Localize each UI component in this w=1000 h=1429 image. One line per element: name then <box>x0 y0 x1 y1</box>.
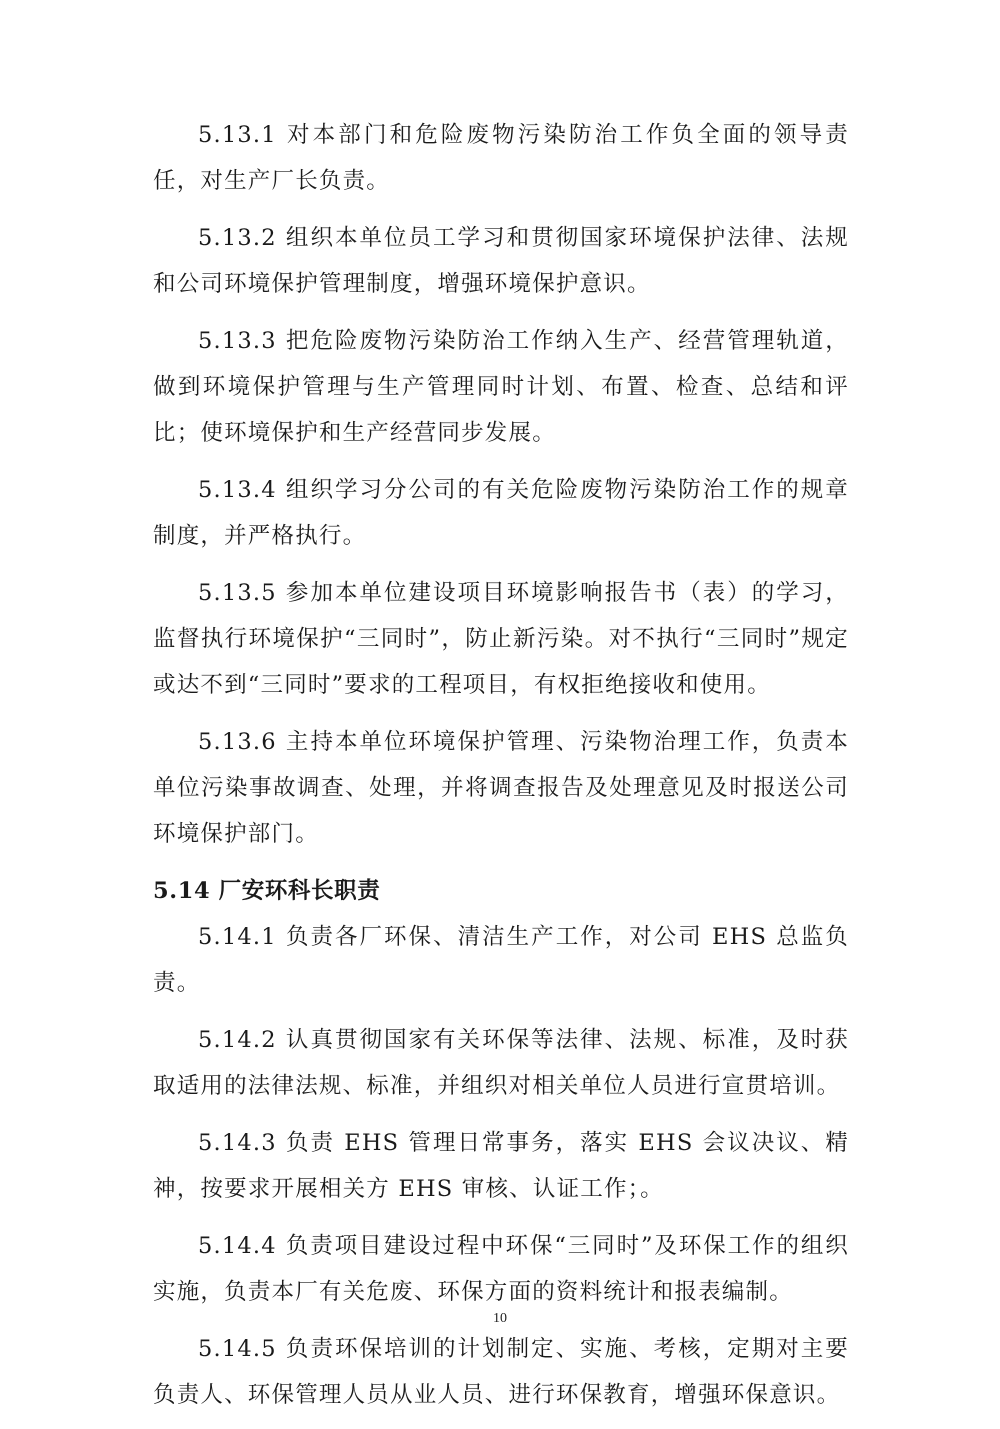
clause-5-13-6: 5.13.6 主持本单位环境保护管理、污染物治理工作，负责本单位污染事故调查、处理，并将调查报告及处理意见及时报送公司环境保护部门。 <box>153 729 849 847</box>
clause-5-13-2: 5.13.2 组织本单位员工学习和贯彻国家环境保护法律、法规和公司环境保护管理制度，增强环境保护意识。 <box>153 225 849 297</box>
page-number: 10 <box>493 1311 507 1326</box>
clause-5-14-1: 5.14.1 负责各厂环保、清洁生产工作，对公司 EHS 总监负责。 <box>153 924 849 996</box>
clause-5-14-5: 5.14.5 负责环保培训的计划制定、实施、考核，定期对主要负责人、环保管理人员从业人员、进行环保教育，增强环保意识。 <box>153 1336 849 1408</box>
clause-5-14-4: 5.14.4 负责项目建设过程中环保“三同时”及环保工作的组织实施，负责本厂有关危废、环保方面的资料统计和报表编制。 <box>153 1233 849 1305</box>
clause-5-13-3: 5.13.3 把危险废物污染防治工作纳入生产、经营管理轨道，做到环境保护管理与生产管理同时计划、布置、检查、总结和评比；使环境保护和生产经营同步发展。 <box>153 328 849 446</box>
clause-5-13-4: 5.13.4 组织学习分公司的有关危险废物污染防治工作的规章制度，并严格执行。 <box>153 477 849 549</box>
clause-5-13-5: 5.13.5 参加本单位建设项目环境影响报告书（表）的学习，监督执行环境保护“三同时”，防止新污染。对不执行“三同时”规定或达不到“三同时”要求的工程项目，有权拒绝接收和使用。 <box>153 580 849 698</box>
clause-5-13-1: 5.13.1 对本部门和危险废物污染防治工作负全面的领导责任，对生产厂长负责。 <box>153 122 849 194</box>
clause-5-14-2: 5.14.2 认真贯彻国家有关环保等法律、法规、标准，及时获取适用的法律法规、标准，并组织对相关单位人员进行宣贯培训。 <box>153 1027 849 1099</box>
section-heading-5-14: 5.14 厂安环科长职责 <box>153 878 381 904</box>
clause-5-14-3: 5.14.3 负责 EHS 管理日常事务，落实 EHS 会议决议、精神，按要求开展相关方 EHS 审核、认证工作；。 <box>153 1130 849 1202</box>
page-content <box>153 112 849 1429</box>
